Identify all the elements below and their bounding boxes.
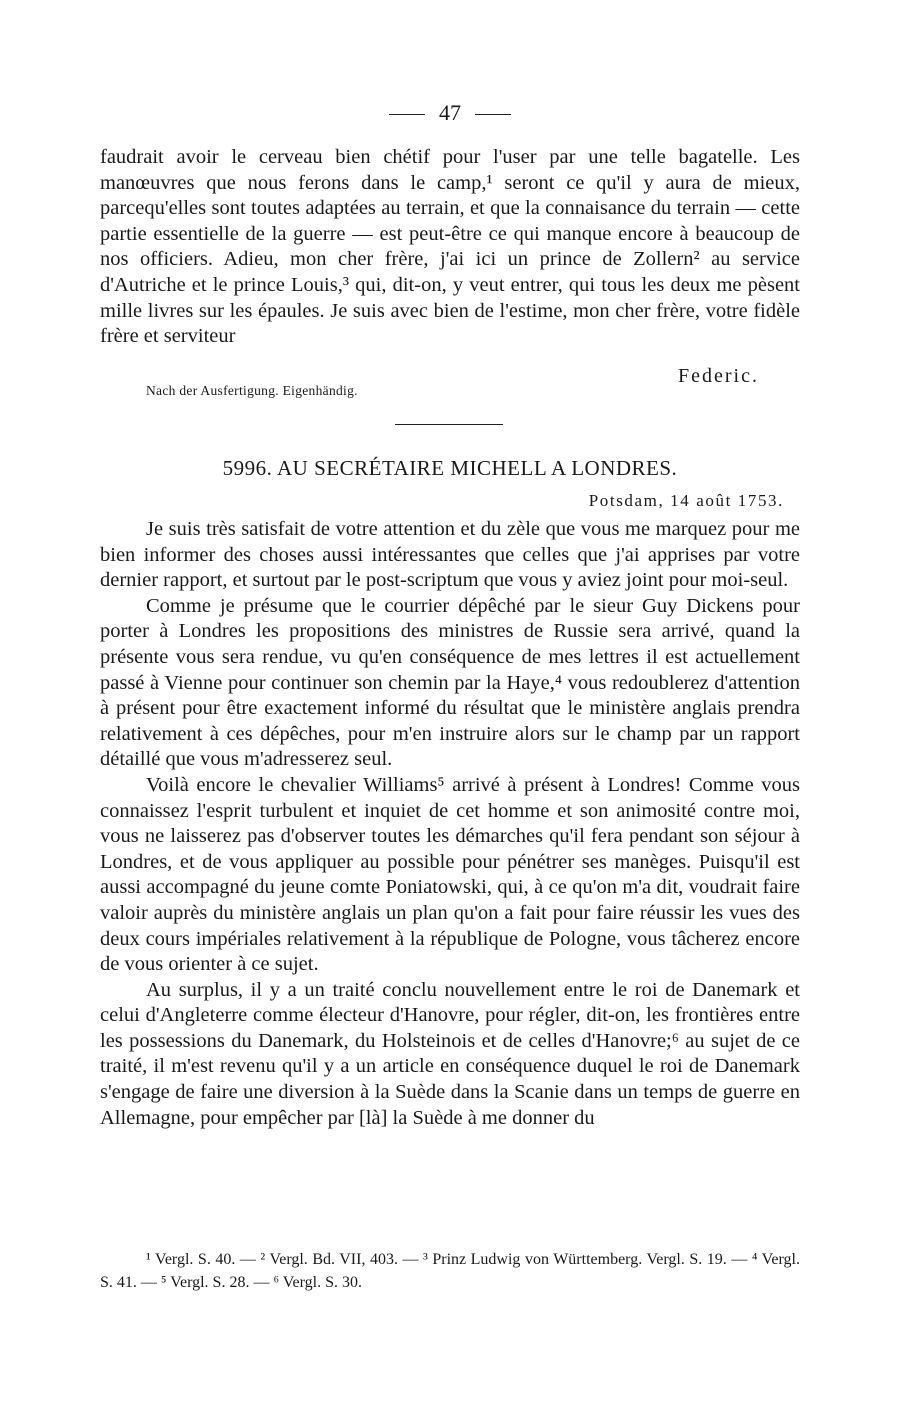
letter-body xyxy=(100,517,800,1131)
footnotes xyxy=(100,1248,800,1294)
body-paragraph: Comme je présume que le courrier dépêché par le sieur Guy Dickens pour porter à Londres les propositions des ministres de Russie sera arrivé, quand la présente vous sera rendue, vu qu'en conséquence de mes lettres il est actuellement passé à Vienne pour continuer son chemin par la Haye,⁴ vous redoublerez d'attention à présent pour être exactement informé du résultat que le ministère anglais prendra relativement à ces dépêches, pour m'en instruire alors sur le champ par un rapport détaillé que vous m'adresserez seul. xyxy=(100,594,800,771)
page-number: 47 xyxy=(439,100,461,125)
page-header xyxy=(0,100,900,126)
continuation-text xyxy=(100,145,800,350)
signature: Federic. xyxy=(678,365,759,387)
header-dash-right xyxy=(475,114,511,115)
body-paragraph: Je suis très satisfait de votre attention et du zèle que vous me marquez pour me bien informer des choses aussi intéressantes que celles que j'ai apprises par votre dernier rapport, et surtout par le post-scriptum que vous y aviez joint pour moi-seul. xyxy=(100,518,800,592)
body-paragraph: Voilà encore le chevalier Williams⁵ arrivé à présent à Londres! Comme vous connaissez l'esprit turbulent et inquiet de cet homme et son animosité contre moi, vous ne laisserez pas d'observer toutes les démarches qu'il fera pendant son séjour à Londres, et de vous appliquer au possible pour pénétrer ses manèges. Puisqu'il est aussi accompagné du jeune comte Poniatowski, qui, à ce qu'on m'a dit, voudrait faire valoir auprès du ministère anglais un plan qu'on a fait pour faire réussir les vues des deux cours impériales relativement à la république de Pologne, vous tâcherez encore de vous orienter à ce sujet. xyxy=(100,773,800,976)
footnote-text: ¹ Vergl. S. 40. — ² Vergl. Bd. VII, 403. — ³ Prinz Ludwig von Württemberg. Vergl. S. 19. — ⁴ Vergl. S. 41. — ⁵ Vergl. S. 28. — ⁶ Vergl. S. 30. xyxy=(100,1251,800,1291)
section-divider xyxy=(395,424,503,425)
letter-title: 5996. AU SECRÉTAIRE MICHELL A LONDRES. xyxy=(222,456,678,480)
header-dash-left xyxy=(389,114,425,115)
source-note: Nach der Ausfertigung. Eigenhändig. xyxy=(146,383,358,398)
continuation-paragraph: faudrait avoir le cerveau bien chétif pour l'user par une telle bagatelle. Les manœuvres que nous ferons dans le camp,¹ seront ce qu'il y aura de mieux, parcequ'elles sont toutes adaptées au terrain, et que la connaisance du terrain — cette partie essentielle de la guerre — est peut-être ce qui manque encore à beaucoup de nos officiers. Adieu, mon cher frère, j'ai ici un prince de Zollern² au service d'Autriche et le prince Louis,³ qui, dit-on, y veut entrer, qui tous les deux me pèsent mille livres sur les épaules. Je suis avec bien de l'estime, mon cher frère, votre fidèle frère et serviteur xyxy=(100,146,800,348)
dateline: Potsdam, 14 août 1753. xyxy=(588,491,784,510)
body-paragraph: Au surplus, il y a un traité conclu nouvellement entre le roi de Danemark et celui d'Angleterre comme électeur d'Hanovre, pour régler, dit-on, les frontières entre les possessions du Danemark, du Holsteinois et de celles d'Hanovre;⁶ au sujet de ce traité, il m'est revenu qu'il y a un article en conséquence duquel le roi de Danemark s'engage de faire une diversion à la Suède dans la Scanie dans un temps de guerre en Allemagne, pour empêcher par [là] la Suède à me donner du xyxy=(100,978,800,1129)
